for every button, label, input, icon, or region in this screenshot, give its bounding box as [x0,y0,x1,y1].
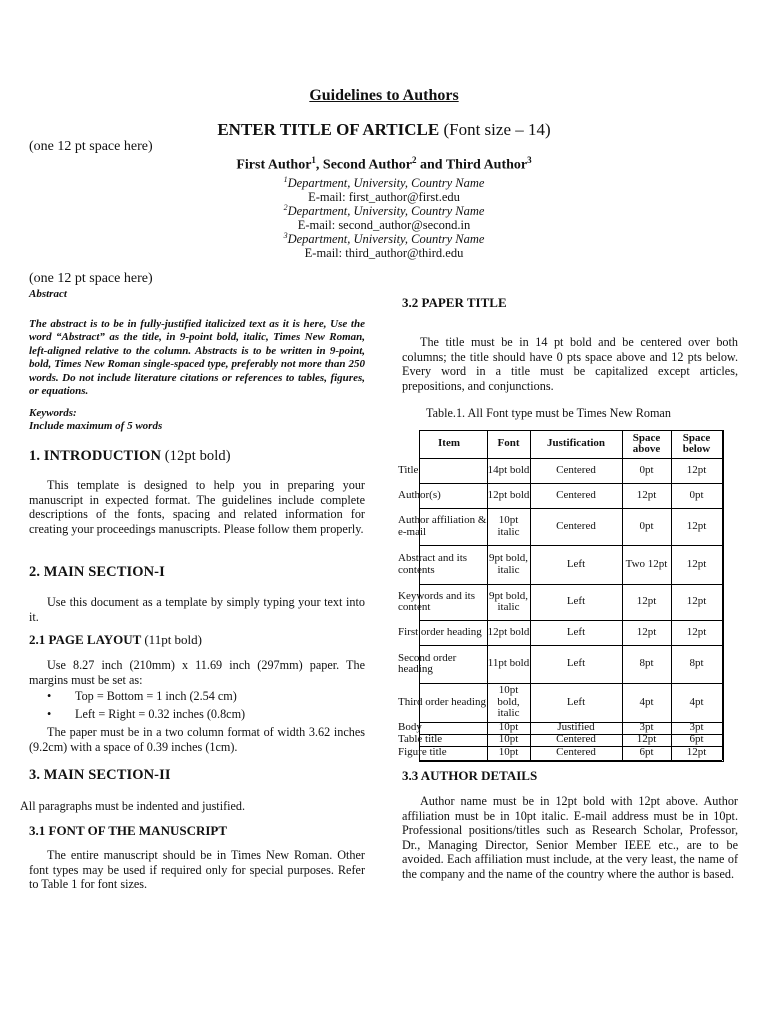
table-cell: 6pt [689,734,704,746]
affiliation-email: E-mail: third_author@third.edu [304,246,464,261]
section-2-1-note: (11pt bold) [144,632,202,647]
table-cell: Centered [556,463,596,476]
section-2-1-title: 2.1 PAGE LAYOUT [29,632,142,647]
table-cell: Left [566,657,586,670]
table-row-label: Figure title [398,746,447,759]
section-1-title: 1. INTRODUCTION [29,448,162,464]
list-item: • Top = Bottom = 1 inch (2.54 cm) [29,687,365,705]
author-first: First Author [236,157,312,173]
table-cell: 12pt [686,746,707,759]
section-2-1-body-2: The paper must be in a two column format of width 3.62 inches (9.2cm) with a space of 0.39 inches (1cm). [29,725,365,754]
table-cell: 9pt bold, italic [488,552,529,576]
table-row-label: First order heading [398,625,482,638]
table-cell: Centered [556,519,596,532]
table-cell: 12pt [686,463,707,476]
guidelines-heading: Guidelines to Authors [309,87,459,104]
section-2-1-body: Use 8.27 inch (210mm) x 11.69 inch (297mm) paper. The margins must be set as: [29,658,365,687]
table-grid-line [722,430,723,760]
table-cell: 12pt [686,595,707,608]
table-cell: 12pt [636,595,657,608]
section-3-1-heading: 3.1 FONT OF THE MANUSCRIPT [29,823,228,838]
abstract-label: Abstract [29,288,67,300]
table-cell: 4pt [639,695,654,708]
list-item: • Left = Right = 0.32 inches (0.8cm) [29,705,365,723]
space-note-bottom: (one 12 pt space here) [29,271,153,286]
table-cell: 10pt [498,734,519,746]
table-cell: 9pt bold, italic [488,589,529,613]
table-cell: 0pt [639,519,654,532]
table-cell: 11pt bold [487,657,530,670]
section-3-body: All paragraphs must be indented and justified. [20,799,246,813]
table-row-label: Keywords and its content [398,589,475,613]
table-cell: Left [566,595,586,608]
section-1-body: This template is designed to help you in preparing your manuscript in expected format. The guidelines include complete descriptions of the fonts, spacing and related information for creating your proceedings manuscripts. Please follow them properly. [29,478,365,536]
author-separator: , [315,157,323,173]
table-cell: 10pt italic [497,514,520,538]
section-3-1-body: The entire manuscript should be in Times New Roman. Other font types may be used if required only for special purposes. Refer to Table 1 for font sizes. [29,848,365,891]
table-cell: Centered [556,488,596,501]
table-cell: 12pt bold [487,488,530,501]
affiliation-sup: 1 [283,175,288,184]
table-cell: 14pt bold [487,463,530,476]
table-cell: 12pt [686,557,707,570]
section-2-body: Use this document as a template by simply typing your text into it. [29,595,365,624]
table-cell: 8pt [639,657,654,670]
affiliation-dept: Department, University, Country Name [287,204,485,219]
affiliation-email: E-mail: first_author@first.edu [308,190,460,205]
table-cell: Left [566,625,586,638]
section-3-2-heading: 3.2 PAPER TITLE [402,295,507,310]
table-cell: Centered [556,746,596,759]
table-grid-line [419,760,722,761]
table-row-label: Abstract and its contents [398,552,468,576]
article-title-note: (Font size – 14) [443,120,551,139]
table-row-label: Author(s) [398,488,441,501]
keywords-label: Keywords: [29,407,77,419]
space-note-top: (one 12 pt space here) [29,139,153,154]
affiliation-sup: 2 [283,203,288,212]
table-cell: Two 12pt [625,557,668,570]
author-second-sup: 2 [412,155,417,165]
section-3-3-heading: 3.3 AUTHOR DETAILS [402,768,538,783]
table-cell: 3pt [689,722,704,734]
affiliation-email: E-mail: second_author@second.in [297,218,471,233]
table-cell: Justified [557,722,595,734]
table-row-label: Body [398,722,422,734]
table-row-label: Second order heading [398,651,457,675]
author-second: Second Author [322,157,412,173]
table-cell: 8pt [689,657,704,670]
article-title-main: ENTER TITLE OF ARTICLE [217,120,440,139]
section-3-2-body: The title must be in 14 pt bold and be centered over both columns; the title should have 0 pts space above and 12 pts below. Every word in a title must be capitalized except articles, prepositions, and conjunctions. [402,335,738,393]
table-row-label: Title [398,463,419,476]
table-cell: 12pt [636,488,657,501]
table-cell: 10pt bold, italic [497,684,520,720]
author-third: Third Author [445,157,528,173]
table-cell: Left [566,695,586,708]
table-header-cell: Space below [682,431,711,455]
affiliation-dept: Department, University, Country Name [287,176,485,191]
author-third-sup: 3 [527,155,532,165]
table-cell: 12pt [636,625,657,638]
table-row-label: Author affiliation & e-mail [398,514,487,538]
table-cell: 4pt [689,695,704,708]
table-header-cell: Font [497,437,520,450]
table-cell: 12pt [636,734,657,746]
author-first-sup: 1 [311,155,316,165]
table-row-label: Third order heading [398,695,486,708]
table-caption: Table.1. All Font type must be Times New Roman [426,406,671,420]
author-separator: and [416,157,446,173]
table-header-cell: Justification [546,437,606,450]
table-cell: 0pt [689,488,704,501]
table-cell: 10pt [498,722,519,734]
section-3-3-body: Author name must be in 12pt bold with 12pt above. Author affiliation must be in 10pt italic. E-mail address must be in 10pt. Professional positions/titles such as Research Scholar, Professor, Dr., Managing Director, Senior Member IEEE etc., are to be avoided. Each affiliation must include, at the very least, the name of the company and the name of the country where the author is based. [402,794,738,881]
table-cell: 3pt [639,722,654,734]
section-1-note: (12pt bold) [164,448,231,464]
table-cell: 6pt [639,746,654,759]
table-cell: 0pt [639,463,654,476]
table-row-label: Table title [398,734,443,746]
table-cell: Centered [556,734,596,746]
affiliation-dept: Department, University, Country Name [287,232,485,247]
section-2-heading: 2. MAIN SECTION-I [29,564,165,580]
affiliation-sup: 3 [283,231,288,240]
table-cell: 12pt bold [487,625,530,638]
abstract-body: The abstract is to be in fully-justified italicized text as it is here, Use the word “Abstract” as the title, in 9-point bold, italic, Times New Roman, left-aligned relative to the column. Abstracts is to be written in 9-point, bold, Times New Roman single-spaced type, preferably not more than 250 words. Do not include literature citations or references to tables, figures, or equations. [29,318,365,398]
table-cell: 12pt [686,625,707,638]
table-cell: Left [566,557,586,570]
table-cell: 10pt [498,746,519,759]
table-cell: 12pt [686,519,707,532]
section-3-heading: 3. MAIN SECTION-II [29,767,171,783]
table-header-cell: Space above [632,431,661,455]
keywords-body: Include maximum of 5 words [29,420,163,432]
table-header-cell: Item [438,437,460,450]
